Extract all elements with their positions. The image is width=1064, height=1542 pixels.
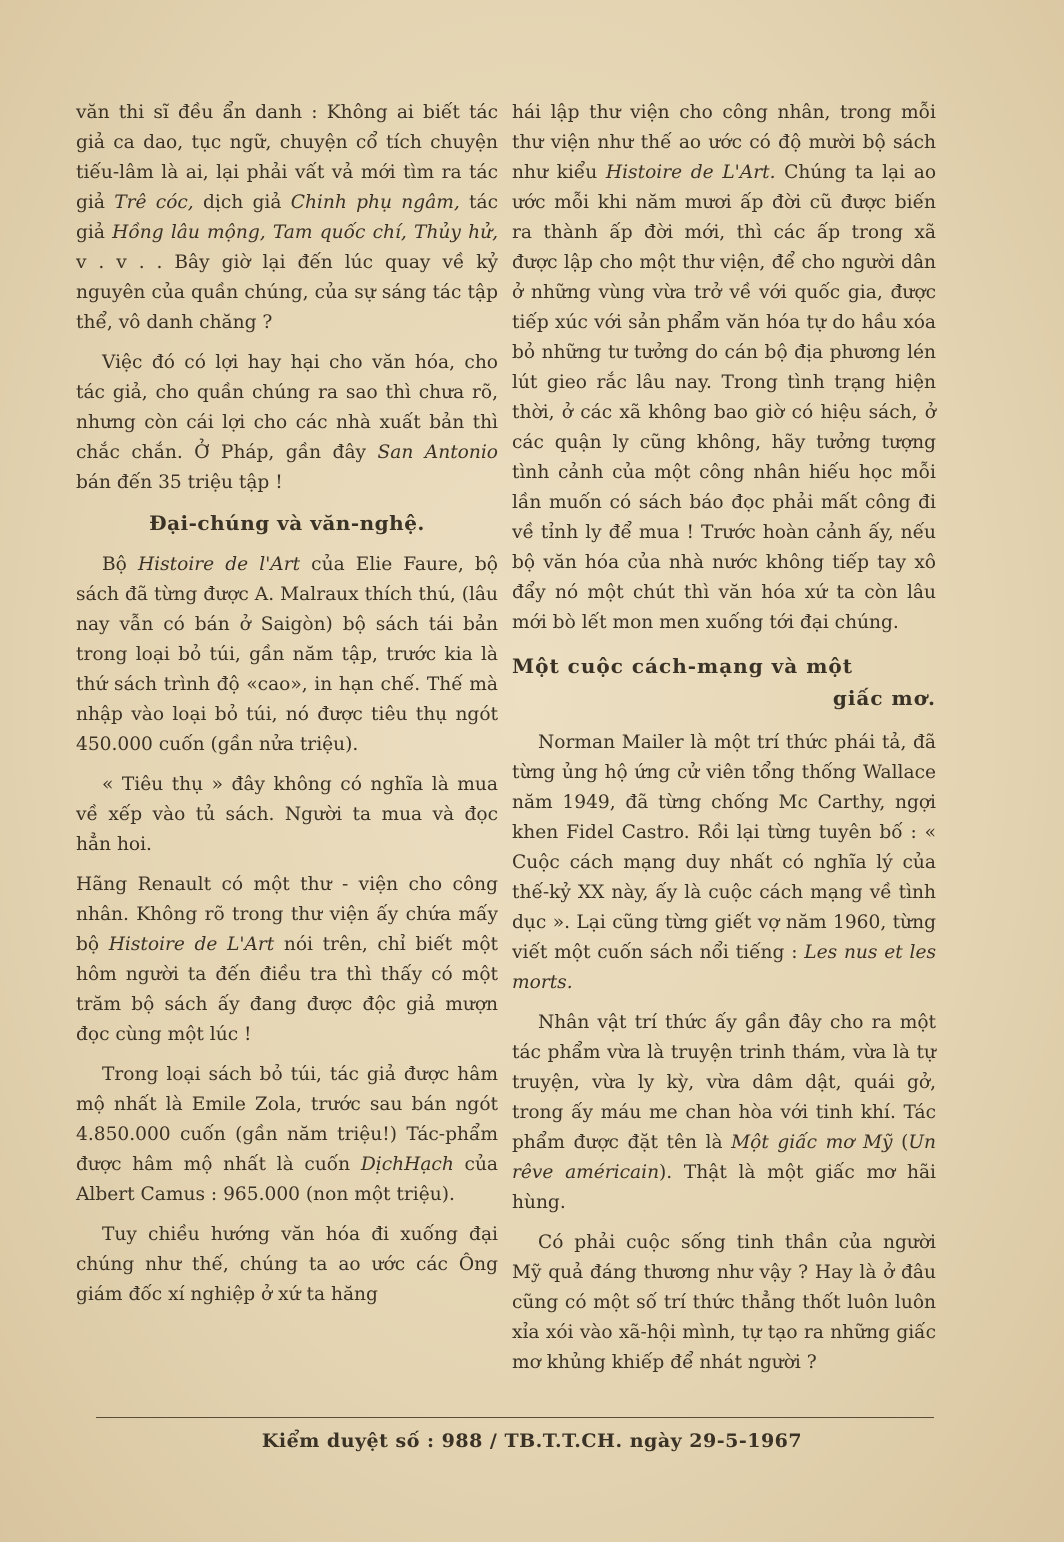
- heading-line: Một cuộc cách-mạng và một: [512, 654, 853, 678]
- paragraph: Trong loại sách bỏ túi, tác giả được hâm mộ nhất là Emile Zola, trước sau bán ngót 4.850.000 cuốn (gần năm triệu!) Tác-phẩm được hâm mộ nhất là cuốn DịchHạch của Albert Camus : 965.000 (non một triệu).: [76, 1064, 498, 1205]
- left-column: [76, 98, 498, 1320]
- footer-divider: [96, 1417, 934, 1418]
- paragraph: Nhân vật trí thức ấy gần đây cho ra một tác phẩm vừa là truyện trinh thám, vừa là tự truyện, vừa ly kỳ, vừa dâm dật, quái gở, trong ấy máu me chan hòa với tinh khí. Tác phẩm được đặt tên là Một giấc mơ Mỹ (Un rêve américain). Thật là một giấc mơ hãi hùng.: [512, 1012, 936, 1213]
- section-heading: Đại-chúng và văn-nghệ.: [149, 511, 425, 535]
- paragraph: hái lập thư viện cho công nhân, trong mỗi thư viện như thế ao ước có độ mười bộ sách như kiểu Histoire de L'Art. Chúng ta lại ao ước mỗi khi năm mươi ấp đời cũ được biến ra thành ấp đời mới, thì các ấp trong xã được lập cho một thư viện, để cho người dân ở những vùng vừa trở về với quốc gia, được tiếp xúc với sản phẩm văn hóa tự do hầu xóa bỏ những tư tưởng do cán bộ địa phương lén lút gieo rắc lâu nay. Trong tình trạng hiện thời, ở các xã không bao giờ có hiệu sách, ở các quận ly cũng không, hãy tưởng tượng tình cảnh của một công nhân hiếu học mỗi lần muốn có sách báo đọc phải mất công đi về tỉnh ly để mua ! Trước hoàn cảnh ấy, nếu bộ văn hóa của nhà nước không tiếp tay xô đẩy nó một chút thì văn hóa xứ ta còn lâu mới bò lết mon men xuống tới đại chúng.: [512, 102, 937, 633]
- paragraph: văn thi sĩ đều ẩn danh : Không ai biết tác giả ca dao, tục ngữ, chuyện cổ tích chuyện tiếu-lâm là ai, lại phải vất vả mới tìm ra tác giả Trê cóc, dịch giả Chinh phụ ngâm, tác giả Hồng lâu mộng, Tam quốc chí, Thủy hử, v . v . . Bây giờ lại đến lúc quay về kỷ nguyên của quần chúng, của sự sáng tác tập thể, vô danh chăng ?: [76, 102, 498, 333]
- section-heading: [512, 650, 936, 714]
- paragraph: Norman Mailer là một trí thức phái tả, đã từng ủng hộ ứng cử viên tổng thống Wallace năm 1949, đã từng chống Mc Carthy, ngợi khen Fidel Castro. Rồi lại từng tuyên bố : « Cuộc cách mạng duy nhất có nghĩa lý của thế-kỷ XX này, ấy là cuộc cách mạng về tình dục ». Lại cũng từng giết vợ năm 1960, từng viết một cuốn sách nổi tiếng : Les nus et les morts.: [512, 732, 936, 993]
- censorship-footer: Kiểm duyệt số : 988 / TB.T.T.CH. ngày 29-5-1967: [261, 1430, 803, 1452]
- paragraph: « Tiêu thụ » đây không có nghĩa là mua về xếp vào tủ sách. Người ta mua và đọc hẳn hoi.: [76, 774, 498, 855]
- paragraph: Việc đó có lợi hay hại cho văn hóa, cho tác giả, cho quần chúng ra sao thì chưa rõ, nhưng còn cái lợi cho các nhà xuất bản thì chắc chắn. Ở Pháp, gần đây San Antonio bán đến 35 triệu tập !: [76, 352, 498, 493]
- paragraph: Bộ Histoire de l'Art của Elie Faure, bộ sách đã từng được A. Malraux thích thú, (lâu nay vẫn có bán ở Saigòn) bộ sách tái bản trong loại bỏ túi, gần năm tập, trước kia là thứ sách trình độ «cao», in hạn chế. Thế mà nhập vào loại bỏ túi, nó được tiêu thụ ngót 450.000 cuốn (gần nửa triệu).: [76, 554, 498, 755]
- heading-line: giấc mơ.: [832, 686, 936, 710]
- paragraph: Tuy chiều hướng văn hóa đi xuống đại chúng như thế, chúng ta ao ước các Ông giám đốc xí nghiệp ở xứ ta hăng: [76, 1224, 498, 1305]
- paragraph: Hãng Renault có một thư - viện cho công nhân. Không rõ trong thư viện ấy chứa mấy bộ Histoire de L'Art nói trên, chỉ biết một hôm người ta đến điều tra thì thấy có một trăm bộ sách ấy đang được độc giả mượn đọc cùng một lúc !: [76, 874, 499, 1045]
- right-column: [512, 98, 936, 1388]
- paragraph: Có phải cuộc sống tinh thần của người Mỹ quả đáng thương như vậy ? Hay là ở đâu cũng có một số trí thức thẳng thốt luôn luôn xỉa xói vào xã-hội mình, tự tạo ra những giấc mơ khủng khiếp để nhát người ?: [512, 1232, 936, 1373]
